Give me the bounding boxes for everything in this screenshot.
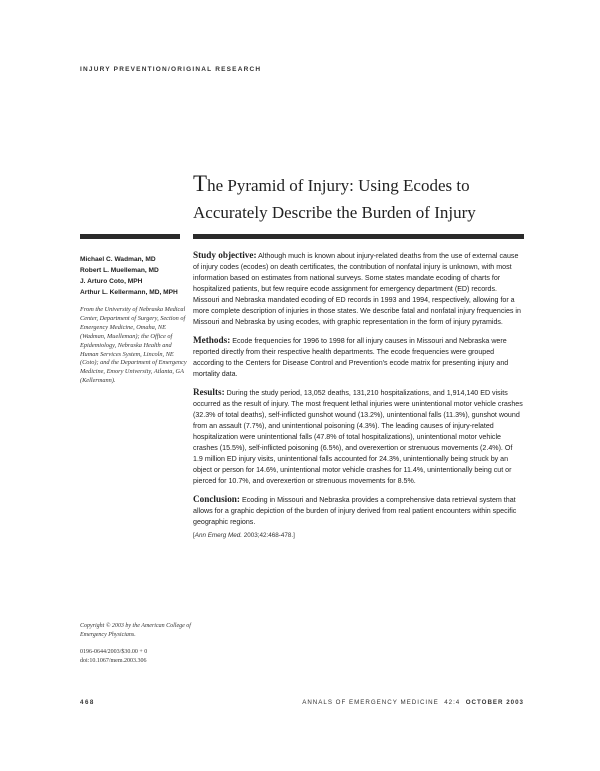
right-divider (193, 234, 524, 239)
title-initial: T (193, 171, 208, 196)
citation-details: 2003;42:468-478. (243, 532, 294, 539)
conclusion-paragraph (193, 494, 524, 528)
footer-issue: 42:4 (444, 699, 461, 706)
citation: [Ann Emerg Med. 2003;42:468-478.] (193, 532, 295, 539)
publication-codes (80, 648, 200, 665)
objective-label: Study objective: (193, 250, 257, 260)
author: J. Arturo Coto, MPH (80, 278, 143, 285)
footer-journal: ANNALS OF EMERGENCY MEDICINE (302, 699, 439, 706)
copyright-notice: Copyright © 2003 by the American College of Emergency Physicians. (80, 623, 191, 638)
title-line-1-rest: he Pyramid of Injury: Using Ecodes to (207, 176, 470, 195)
title-line-1 (193, 171, 470, 196)
affiliation: From the University of Nebraska Medical Center, Department of Surgery, Section of Emergency Medicine, Omaha, NE (Wadman, Muelleman); the Office of Epidemiology, Nebraska Health and Human Services System, Lincoln, NE (Coto); and the Department of Emergency Medicine, Emory University, Atlanta, GA (Kellermann). (80, 306, 187, 385)
methods-paragraph (193, 335, 524, 380)
author-list (80, 254, 188, 298)
footer-date: OCTOBER 2003 (465, 699, 524, 706)
issn-code: 0196-0644/2003/$30.00 + 0 (80, 649, 148, 655)
article-title (193, 170, 533, 226)
results-label: Results: (193, 387, 225, 397)
page-number: 468 (80, 699, 95, 706)
results-text: During the study period, 13,052 deaths, 131,210 hospitalizations, and 1,914,140 ED visits occurred as the result of injury. The most frequent lethal injuries were unintentional motor vehicle crashes (32.3% of total deaths), self-inflicted gunshot wound (13.2%), unintentional falls (11.3%), gunshot wound from an assault (7.7%), and unintentional poisoning (4.3%). The leading causes of injury-related hospitalization were unintentional falls (47.8% of total hospitalizations), unintentional motor vehicle crashes (15.5%), self-inflicted poisoning (6.5%), and overexertion or strenuous movements (2.4%). Of 1.9 million ED injury visits, unintentional falls accounted for 24.3%, unintentionally being struck by an object or person for 14.6%, unintentional motor vehicle crashes for 11.4%, unintentionally being cut or pierced for 10.7%, and overexertion or strenuous movements for 8.5%. (193, 389, 523, 485)
title-line-2: Accurately Describe the Burden of Injury (193, 203, 476, 222)
author: Arthur L. Kellermann, MD, MPH (80, 289, 178, 296)
left-divider (80, 234, 180, 239)
objective-text: Although much is known about injury-related deaths from the use of external cause of injury codes (ecodes) on death certificates, the contribution of nonfatal injury is unknown, with most information based on estimates from national surveys. Some states mandate ecoding of charts for hospitalized patients, but few require ecode assignment for emergency department (ED) records. Missouri and Nebraska mandated ecoding of ED records in 1993 and 1994, respectively, allowing for a more complete description of injuries in those states. We describe fatal and nonfatal injury frequencies in Missouri and Nebraska by using ecodes, with graphic representation in the form of injury pyramids. (193, 252, 521, 326)
citation-journal: Ann Emerg Med. (194, 532, 242, 539)
abstract (193, 250, 524, 539)
author: Michael C. Wadman, MD (80, 256, 156, 263)
author: Robert L. Muelleman, MD (80, 267, 159, 274)
results-paragraph (193, 387, 524, 487)
conclusion-label: Conclusion: (193, 494, 240, 504)
doi-code: doi:10.1067/mem.2003.306 (80, 657, 147, 664)
objective-paragraph (193, 250, 524, 328)
methods-text: Ecode frequencies for 1996 to 1998 for all injury causes in Missouri and Nebraska were reported directly from their respective health departments. The ecode frequencies were grouped according to the Centers for Disease Control and Prevention's ecode matrix for presenting injury and mortality data. (193, 337, 509, 378)
running-footer (302, 699, 524, 706)
methods-label: Methods: (193, 335, 231, 345)
section-label: INJURY PREVENTION/ORIGINAL RESEARCH (80, 66, 262, 73)
conclusion-text: Ecoding in Missouri and Nebraska provides a comprehensive data retrieval system that allows for a graphic depiction of the burden of injury derived from real patient encounters within specific geographic regions. (193, 496, 517, 526)
